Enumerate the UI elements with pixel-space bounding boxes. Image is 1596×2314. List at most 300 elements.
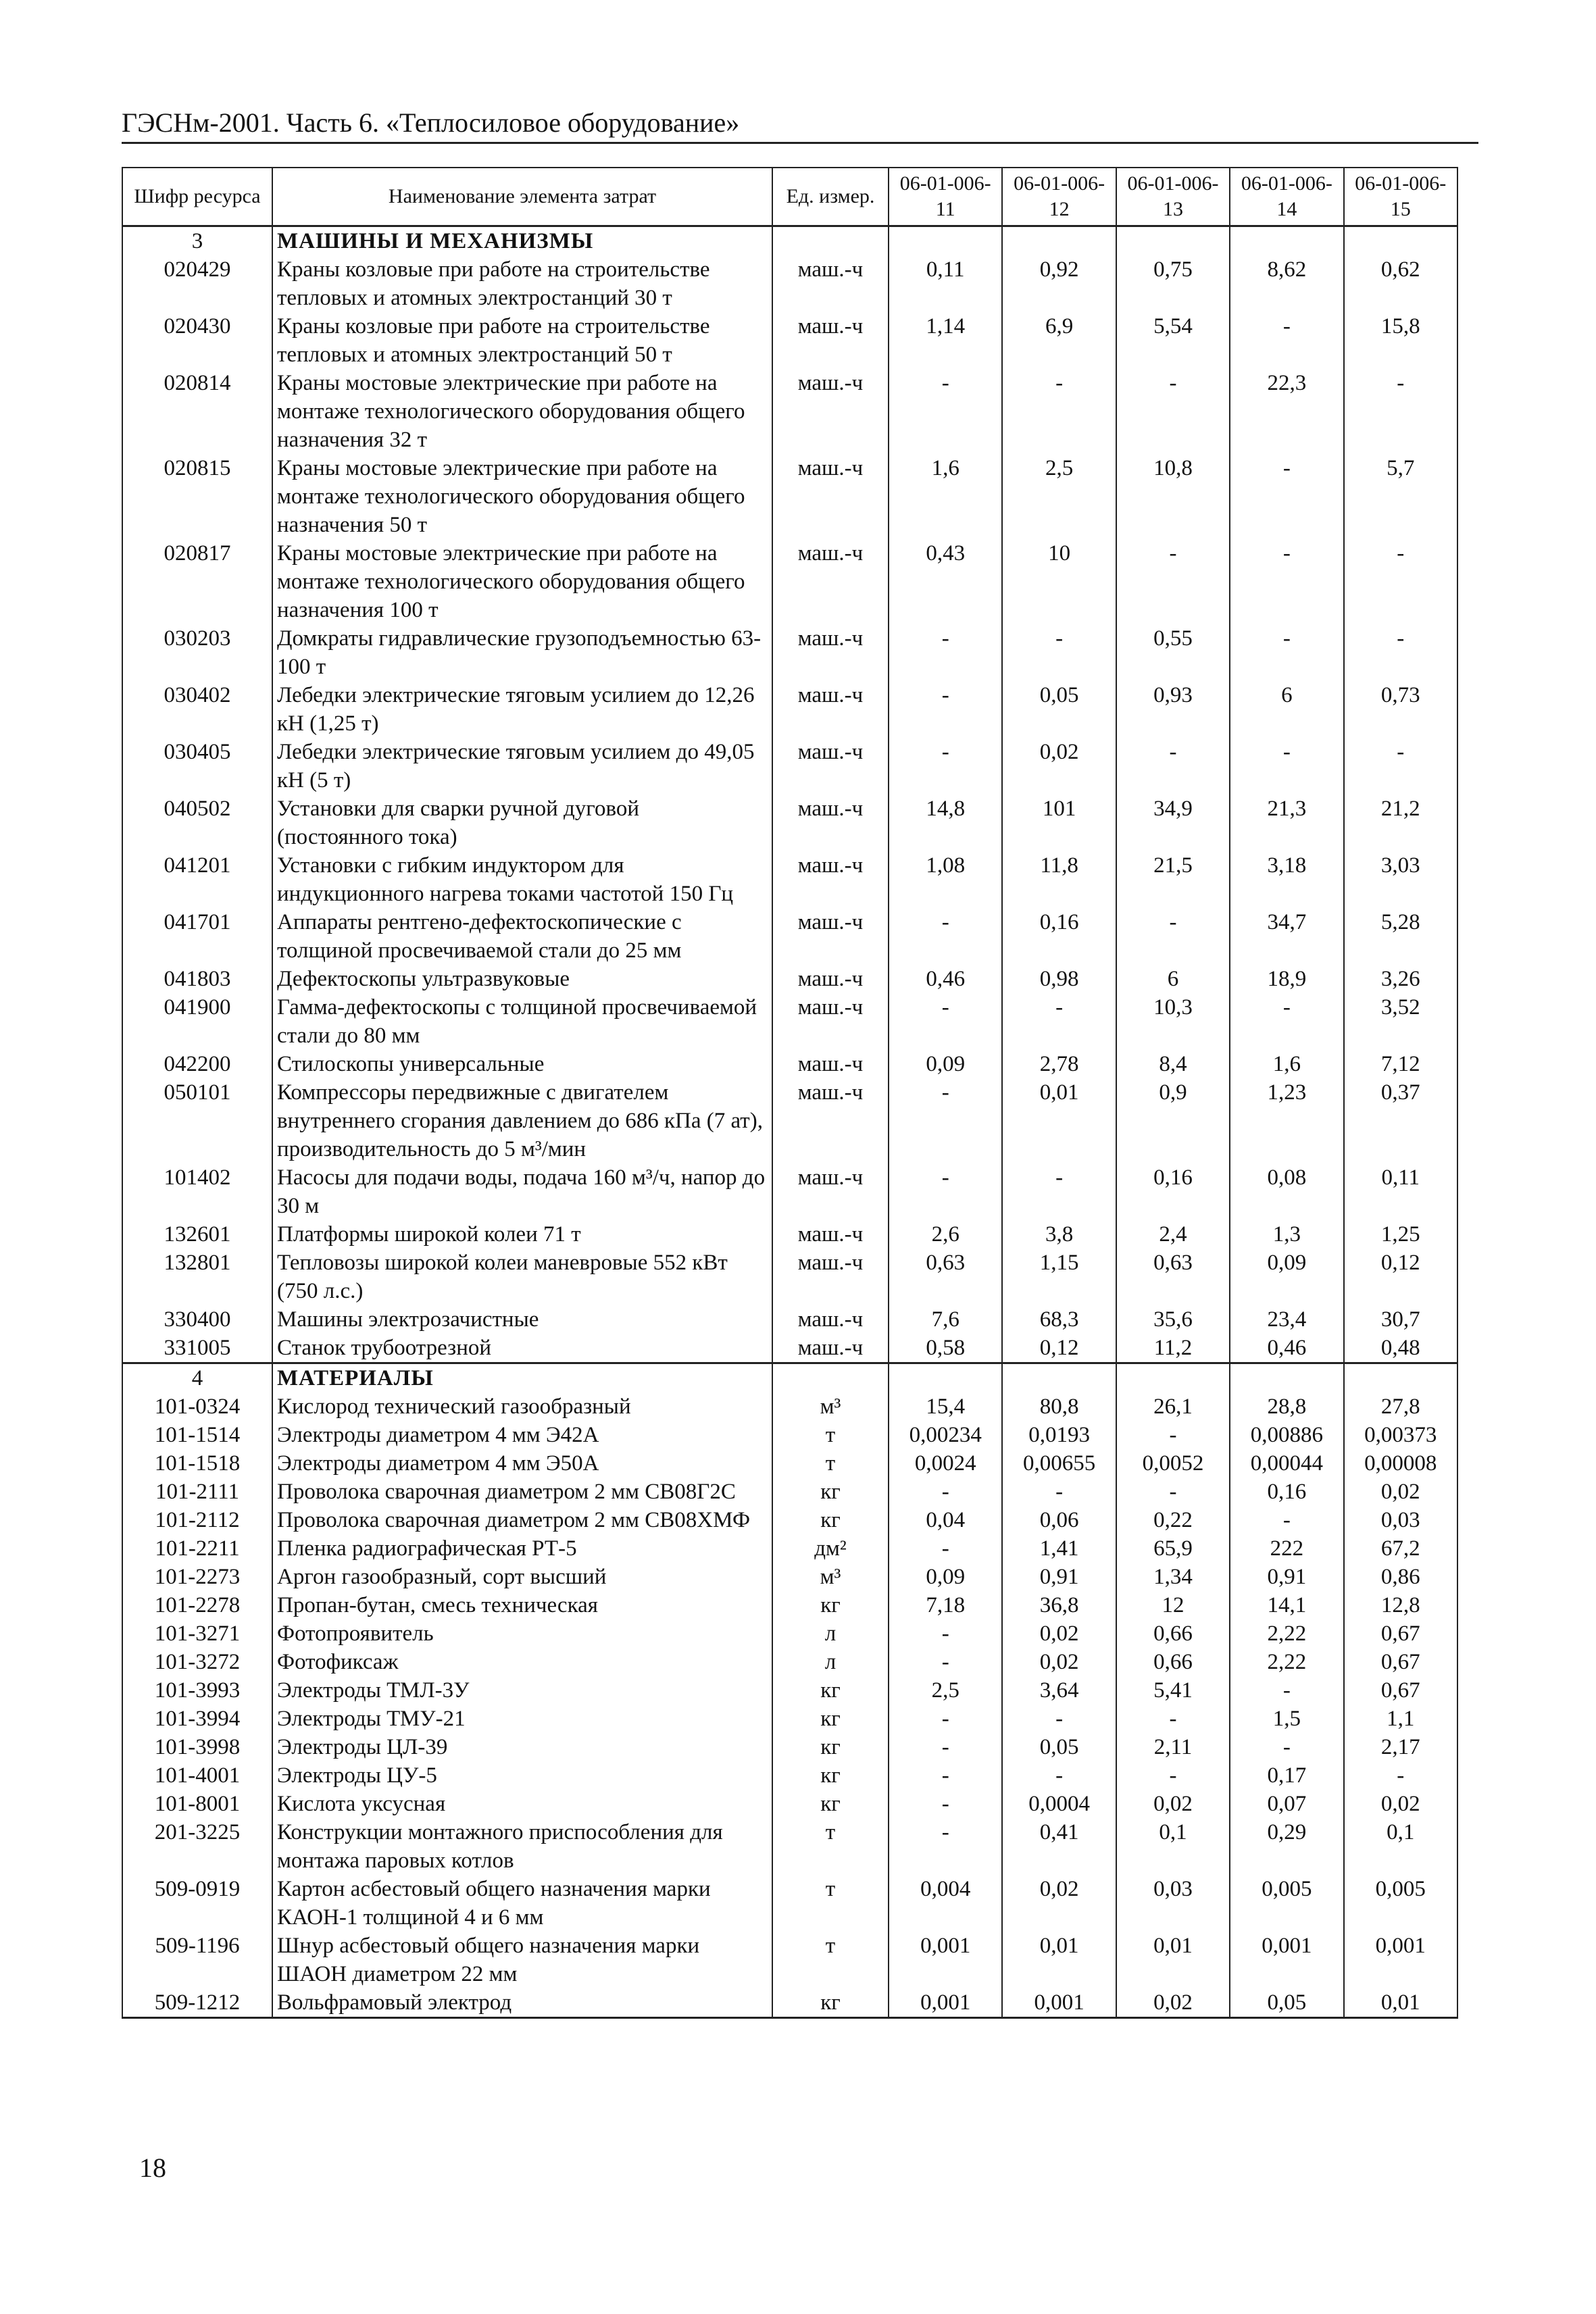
value-cell: 0,08: [1230, 1163, 1343, 1220]
value-cell: -: [1230, 312, 1343, 369]
resource-name: Установки с гибким индуктором для индукционного нагрева токами частотой 150 Гц: [272, 851, 772, 908]
empty-cell: [1002, 226, 1116, 256]
resource-code: 030203: [122, 624, 272, 681]
resource-cost-table: [122, 167, 1458, 2019]
resource-code: 101-4001: [122, 1761, 272, 1790]
value-cell: 0,91: [1230, 1563, 1343, 1591]
resource-name: Стилоскопы универсальные: [272, 1050, 772, 1078]
value-cell: 0,09: [1230, 1249, 1343, 1305]
value-cell: -: [1230, 1506, 1343, 1534]
value-cell: -: [889, 1818, 1002, 1875]
resource-code: 101-2111: [122, 1478, 272, 1506]
value-cell: -: [1002, 624, 1116, 681]
resource-name: Компрессоры передвижные с двигателем внутреннего сгорания давлением до 686 кПа (7 ат), производительность до 5 м³/мин: [272, 1078, 772, 1163]
resource-unit: маш.-ч: [772, 369, 889, 454]
value-cell: 0,01: [1116, 1932, 1230, 1988]
value-cell: 7,18: [889, 1591, 1002, 1619]
header-code: Шифр ресурса: [122, 168, 272, 226]
table-row: [122, 1563, 1457, 1591]
value-cell: 12,8: [1344, 1591, 1457, 1619]
value-cell: 0,11: [889, 255, 1002, 312]
resource-name: Краны козловые при работе на строительстве тепловых и атомных электростанций 30 т: [272, 255, 772, 312]
empty-cell: [1230, 1363, 1343, 1393]
value-cell: 2,11: [1116, 1733, 1230, 1761]
value-cell: -: [1230, 454, 1343, 539]
value-cell: 0,11: [1344, 1163, 1457, 1220]
value-cell: 0,001: [1344, 1932, 1457, 1988]
value-cell: 0,12: [1344, 1249, 1457, 1305]
value-cell: 10,3: [1116, 993, 1230, 1050]
value-cell: 0,001: [1230, 1932, 1343, 1988]
value-cell: 5,28: [1344, 908, 1457, 965]
table-row: [122, 1619, 1457, 1648]
value-cell: 0,46: [1230, 1334, 1343, 1363]
value-cell: 0,005: [1344, 1875, 1457, 1932]
value-cell: 0,67: [1344, 1676, 1457, 1705]
value-cell: 5,54: [1116, 312, 1230, 369]
resource-unit: маш.-ч: [772, 965, 889, 993]
value-cell: 0,005: [1230, 1875, 1343, 1932]
value-cell: 34,7: [1230, 908, 1343, 965]
value-cell: 0,02: [1116, 1988, 1230, 2018]
resource-code: 201-3225: [122, 1818, 272, 1875]
header-col-1: 06-01-006-11: [889, 168, 1002, 226]
resource-unit: кг: [772, 1790, 889, 1818]
value-cell: 0,17: [1230, 1761, 1343, 1790]
value-cell: 0,66: [1116, 1648, 1230, 1676]
value-cell: 3,26: [1344, 965, 1457, 993]
value-cell: -: [1344, 738, 1457, 795]
resource-unit: т: [772, 1421, 889, 1449]
resource-name: Проволока сварочная диаметром 2 мм СВ08Г2С: [272, 1478, 772, 1506]
table-row: [122, 1392, 1457, 1421]
value-cell: -: [889, 1733, 1002, 1761]
value-cell: -: [889, 738, 1002, 795]
value-cell: 0,55: [1116, 624, 1230, 681]
resource-code: 101-1518: [122, 1449, 272, 1478]
value-cell: 0,00886: [1230, 1421, 1343, 1449]
empty-cell: [772, 226, 889, 256]
resource-name: Лебедки электрические тяговым усилием до 12,26 кН (1,25 т): [272, 681, 772, 738]
value-cell: 0,02: [1344, 1478, 1457, 1506]
value-cell: 12: [1116, 1591, 1230, 1619]
value-cell: 0,00008: [1344, 1449, 1457, 1478]
value-cell: -: [1002, 1705, 1116, 1733]
resource-code: 509-1196: [122, 1932, 272, 1988]
value-cell: 21,5: [1116, 851, 1230, 908]
resource-name: Электроды ТМУ-21: [272, 1705, 772, 1733]
value-cell: 1,6: [1230, 1050, 1343, 1078]
value-cell: 34,9: [1116, 795, 1230, 851]
resource-unit: маш.-ч: [772, 795, 889, 851]
value-cell: 0,41: [1002, 1818, 1116, 1875]
resource-code: 101-1514: [122, 1421, 272, 1449]
table-row: [122, 1249, 1457, 1305]
table-row: [122, 255, 1457, 312]
resource-name: Шнур асбестовый общего назначения марки ШАОН диаметром 22 мм: [272, 1932, 772, 1988]
table-row: [122, 795, 1457, 851]
value-cell: 5,41: [1116, 1676, 1230, 1705]
header-divider: [122, 142, 1478, 144]
table-row: [122, 908, 1457, 965]
value-cell: -: [889, 1534, 1002, 1563]
value-cell: -: [889, 1790, 1002, 1818]
value-cell: 3,18: [1230, 851, 1343, 908]
resource-unit: маш.-ч: [772, 908, 889, 965]
value-cell: 1,6: [889, 454, 1002, 539]
value-cell: -: [1116, 539, 1230, 624]
resource-unit: маш.-ч: [772, 1305, 889, 1334]
value-cell: 3,64: [1002, 1676, 1116, 1705]
value-cell: 2,5: [889, 1676, 1002, 1705]
resource-name: Аппараты рентгено-дефектоскопические с толщиной просвечиваемой стали до 25 мм: [272, 908, 772, 965]
resource-unit: кг: [772, 1591, 889, 1619]
value-cell: 0,00044: [1230, 1449, 1343, 1478]
resource-name: Краны мостовые электрические при работе на монтаже технологического оборудования общего назначения 32 т: [272, 369, 772, 454]
resource-code: 509-0919: [122, 1875, 272, 1932]
value-cell: 26,1: [1116, 1392, 1230, 1421]
resource-code: 101-2112: [122, 1506, 272, 1534]
value-cell: 0,98: [1002, 965, 1116, 993]
table-row: [122, 1790, 1457, 1818]
table-row: [122, 993, 1457, 1050]
value-cell: 0,63: [1116, 1249, 1230, 1305]
value-cell: 0,63: [889, 1249, 1002, 1305]
resource-code: 020430: [122, 312, 272, 369]
table-row: [122, 1761, 1457, 1790]
resource-code: 509-1212: [122, 1988, 272, 2018]
table-row: [122, 681, 1457, 738]
header-col-5: 06-01-006-15: [1344, 168, 1457, 226]
value-cell: 6: [1116, 965, 1230, 993]
resource-name: Электроды диаметром 4 мм Э42А: [272, 1421, 772, 1449]
resource-unit: л: [772, 1648, 889, 1676]
value-cell: 5,7: [1344, 454, 1457, 539]
value-cell: 0,001: [1002, 1988, 1116, 2018]
value-cell: 101: [1002, 795, 1116, 851]
value-cell: 0,93: [1116, 681, 1230, 738]
resource-unit: кг: [772, 1761, 889, 1790]
value-cell: -: [889, 908, 1002, 965]
value-cell: 0,07: [1230, 1790, 1343, 1818]
value-cell: 0,16: [1116, 1163, 1230, 1220]
resource-code: 101-2273: [122, 1563, 272, 1591]
resource-code: 030405: [122, 738, 272, 795]
resource-name: Фотопроявитель: [272, 1619, 772, 1648]
table-row: [122, 1334, 1457, 1363]
resource-name: Тепловозы широкой колеи маневровые 552 кВт (750 л.с.): [272, 1249, 772, 1305]
resource-unit: маш.-ч: [772, 454, 889, 539]
empty-cell: [1344, 1363, 1457, 1393]
table-row: [122, 1534, 1457, 1563]
resource-name: Электроды диаметром 4 мм Э50А: [272, 1449, 772, 1478]
value-cell: 2,6: [889, 1220, 1002, 1249]
value-cell: 28,8: [1230, 1392, 1343, 1421]
section-number: 3: [122, 226, 272, 256]
value-cell: 0,05: [1230, 1988, 1343, 2018]
value-cell: -: [1230, 1733, 1343, 1761]
resource-code: 030402: [122, 681, 272, 738]
value-cell: 0,00373: [1344, 1421, 1457, 1449]
value-cell: 1,34: [1116, 1563, 1230, 1591]
section-row: [122, 1363, 1457, 1393]
value-cell: 0,05: [1002, 681, 1116, 738]
value-cell: 1,15: [1002, 1249, 1116, 1305]
value-cell: 0,62: [1344, 255, 1457, 312]
value-cell: 0,67: [1344, 1648, 1457, 1676]
resource-unit: кг: [772, 1705, 889, 1733]
resource-code: 041803: [122, 965, 272, 993]
resource-unit: маш.-ч: [772, 312, 889, 369]
value-cell: 0,02: [1002, 1619, 1116, 1648]
value-cell: -: [889, 1648, 1002, 1676]
resource-unit: кг: [772, 1506, 889, 1534]
empty-cell: [772, 1363, 889, 1393]
resource-unit: маш.-ч: [772, 1220, 889, 1249]
value-cell: 0,92: [1002, 255, 1116, 312]
resource-name: Краны мостовые электрические при работе на монтаже технологического оборудования общего назначения 50 т: [272, 454, 772, 539]
value-cell: 10,8: [1116, 454, 1230, 539]
value-cell: 1,14: [889, 312, 1002, 369]
resource-name: Электроды ЦУ-5: [272, 1761, 772, 1790]
resource-code: 101-0324: [122, 1392, 272, 1421]
resource-unit: м³: [772, 1392, 889, 1421]
value-cell: 0,46: [889, 965, 1002, 993]
value-cell: 0,01: [1002, 1932, 1116, 1988]
value-cell: 0,02: [1344, 1790, 1457, 1818]
resource-name: Домкраты гидравлические грузоподъемностью 63-100 т: [272, 624, 772, 681]
value-cell: 0,91: [1002, 1563, 1116, 1591]
header-unit: Ед. измер.: [772, 168, 889, 226]
resource-unit: т: [772, 1875, 889, 1932]
value-cell: 14,8: [889, 795, 1002, 851]
value-cell: 0,0024: [889, 1449, 1002, 1478]
value-cell: -: [1230, 624, 1343, 681]
value-cell: 2,4: [1116, 1220, 1230, 1249]
value-cell: 3,8: [1002, 1220, 1116, 1249]
resource-unit: маш.-ч: [772, 255, 889, 312]
resource-unit: т: [772, 1932, 889, 1988]
resource-name: Установки для сварки ручной дуговой (постоянного тока): [272, 795, 772, 851]
value-cell: 0,02: [1002, 1648, 1116, 1676]
value-cell: 1,5: [1230, 1705, 1343, 1733]
value-cell: 2,17: [1344, 1733, 1457, 1761]
table-row: [122, 965, 1457, 993]
value-cell: -: [1230, 738, 1343, 795]
value-cell: -: [1230, 539, 1343, 624]
value-cell: 22,3: [1230, 369, 1343, 454]
value-cell: 2,78: [1002, 1050, 1116, 1078]
resource-code: 041201: [122, 851, 272, 908]
value-cell: 2,5: [1002, 454, 1116, 539]
value-cell: 0,03: [1344, 1506, 1457, 1534]
resource-name: Вольфрамовый электрод: [272, 1988, 772, 2018]
value-cell: -: [1116, 1705, 1230, 1733]
value-cell: 0,0004: [1002, 1790, 1116, 1818]
resource-code: 041900: [122, 993, 272, 1050]
resource-name: Электроды ЦЛ-39: [272, 1733, 772, 1761]
value-cell: 3,52: [1344, 993, 1457, 1050]
resource-unit: м³: [772, 1563, 889, 1591]
resource-name: Платформы широкой колеи 71 т: [272, 1220, 772, 1249]
value-cell: 0,001: [889, 1932, 1002, 1988]
value-cell: 15,4: [889, 1392, 1002, 1421]
value-cell: 1,1: [1344, 1705, 1457, 1733]
resource-code: 101-3993: [122, 1676, 272, 1705]
value-cell: 3,03: [1344, 851, 1457, 908]
value-cell: 0,00234: [889, 1421, 1002, 1449]
table-row: [122, 1875, 1457, 1932]
value-cell: -: [889, 1478, 1002, 1506]
page-number: 18: [139, 2153, 166, 2183]
resource-name: Картон асбестовый общего назначения марки КАОН-1 толщиной 4 и 6 мм: [272, 1875, 772, 1932]
value-cell: 2,22: [1230, 1619, 1343, 1648]
value-cell: -: [889, 369, 1002, 454]
value-cell: 0,04: [889, 1506, 1002, 1534]
value-cell: -: [889, 1078, 1002, 1163]
resource-code: 101-3994: [122, 1705, 272, 1733]
value-cell: -: [1116, 1478, 1230, 1506]
value-cell: -: [889, 1705, 1002, 1733]
header-col-3: 06-01-006-13: [1116, 168, 1230, 226]
value-cell: -: [889, 993, 1002, 1050]
resource-name: Пленка радиографическая РТ-5: [272, 1534, 772, 1563]
table-row: [122, 1733, 1457, 1761]
value-cell: -: [889, 1163, 1002, 1220]
table-header-row: [122, 168, 1457, 226]
resource-unit: маш.-ч: [772, 1249, 889, 1305]
resource-unit: дм²: [772, 1534, 889, 1563]
resource-unit: кг: [772, 1988, 889, 2018]
resource-name: Насосы для подачи воды, подача 160 м³/ч, напор до 30 м: [272, 1163, 772, 1220]
value-cell: 11,8: [1002, 851, 1116, 908]
table-row: [122, 1591, 1457, 1619]
value-cell: 0,02: [1002, 1875, 1116, 1932]
value-cell: 0,37: [1344, 1078, 1457, 1163]
resource-name: Конструкции монтажного приспособления для монтажа паровых котлов: [272, 1818, 772, 1875]
value-cell: -: [889, 1761, 1002, 1790]
value-cell: -: [1344, 624, 1457, 681]
resource-code: 101-8001: [122, 1790, 272, 1818]
value-cell: 1,3: [1230, 1220, 1343, 1249]
resource-code: 020815: [122, 454, 272, 539]
resource-name: Проволока сварочная диаметром 2 мм СВ08ХМФ: [272, 1506, 772, 1534]
value-cell: 27,8: [1344, 1392, 1457, 1421]
value-cell: 80,8: [1002, 1392, 1116, 1421]
header-col-2: 06-01-006-12: [1002, 168, 1116, 226]
value-cell: 0,12: [1002, 1334, 1116, 1363]
resource-code: 101-3998: [122, 1733, 272, 1761]
table-row: [122, 1163, 1457, 1220]
value-cell: 0,03: [1116, 1875, 1230, 1932]
empty-cell: [889, 1363, 1002, 1393]
section-number: 4: [122, 1363, 272, 1393]
value-cell: -: [889, 1619, 1002, 1648]
value-cell: 1,41: [1002, 1534, 1116, 1563]
resource-unit: кг: [772, 1733, 889, 1761]
empty-cell: [1002, 1363, 1116, 1393]
resource-unit: кг: [772, 1676, 889, 1705]
resource-code: 040502: [122, 795, 272, 851]
value-cell: 0,06: [1002, 1506, 1116, 1534]
value-cell: -: [1116, 738, 1230, 795]
value-cell: 1,25: [1344, 1220, 1457, 1249]
resource-unit: маш.-ч: [772, 624, 889, 681]
value-cell: 21,3: [1230, 795, 1343, 851]
table-row: [122, 369, 1457, 454]
resource-name: Пропан-бутан, смесь техническая: [272, 1591, 772, 1619]
page-header-title: ГЭСНм-2001. Часть 6. «Теплосиловое оборудование»: [122, 107, 740, 138]
resource-unit: маш.-ч: [772, 851, 889, 908]
table-row: [122, 1449, 1457, 1478]
value-cell: 35,6: [1116, 1305, 1230, 1334]
value-cell: -: [1002, 1163, 1116, 1220]
table-row: [122, 1078, 1457, 1163]
table-row: [122, 1988, 1457, 2018]
value-cell: 0,001: [889, 1988, 1002, 2018]
empty-cell: [1230, 226, 1343, 256]
value-cell: 0,29: [1230, 1818, 1343, 1875]
table-row: [122, 312, 1457, 369]
value-cell: 0,004: [889, 1875, 1002, 1932]
resource-name: Фотофиксаж: [272, 1648, 772, 1676]
resource-code: 101-2211: [122, 1534, 272, 1563]
resource-name: Лебедки электрические тяговым усилием до 49,05 кН (5 т): [272, 738, 772, 795]
resource-code: 041701: [122, 908, 272, 965]
value-cell: 0,1: [1116, 1818, 1230, 1875]
value-cell: 0,09: [889, 1050, 1002, 1078]
resource-code: 132601: [122, 1220, 272, 1249]
resource-code: 101-3271: [122, 1619, 272, 1648]
value-cell: 68,3: [1002, 1305, 1116, 1334]
table-row: [122, 454, 1457, 539]
section-row: [122, 226, 1457, 256]
value-cell: 0,43: [889, 539, 1002, 624]
empty-cell: [889, 226, 1002, 256]
resource-code: 101-2278: [122, 1591, 272, 1619]
table-row: [122, 1705, 1457, 1733]
value-cell: 0,02: [1116, 1790, 1230, 1818]
value-cell: 15,8: [1344, 312, 1457, 369]
resource-name: Кислота уксусная: [272, 1790, 772, 1818]
value-cell: 0,01: [1002, 1078, 1116, 1163]
resource-unit: т: [772, 1449, 889, 1478]
value-cell: 23,4: [1230, 1305, 1343, 1334]
table-row: [122, 851, 1457, 908]
table-row: [122, 539, 1457, 624]
value-cell: 0,02: [1002, 738, 1116, 795]
value-cell: -: [1116, 1421, 1230, 1449]
table-row: [122, 1220, 1457, 1249]
table-row: [122, 1305, 1457, 1334]
value-cell: 0,86: [1344, 1563, 1457, 1591]
header-name: Наименование элемента затрат: [272, 168, 772, 226]
value-cell: 18,9: [1230, 965, 1343, 993]
table-row: [122, 624, 1457, 681]
table-row: [122, 1818, 1457, 1875]
value-cell: 65,9: [1116, 1534, 1230, 1563]
resource-name: Станок трубоотрезной: [272, 1334, 772, 1363]
value-cell: 0,73: [1344, 681, 1457, 738]
value-cell: -: [1002, 369, 1116, 454]
value-cell: 0,66: [1116, 1619, 1230, 1648]
value-cell: 7,6: [889, 1305, 1002, 1334]
value-cell: -: [1344, 369, 1457, 454]
empty-cell: [1116, 226, 1230, 256]
resource-code: 020814: [122, 369, 272, 454]
resource-unit: т: [772, 1818, 889, 1875]
value-cell: -: [1116, 908, 1230, 965]
